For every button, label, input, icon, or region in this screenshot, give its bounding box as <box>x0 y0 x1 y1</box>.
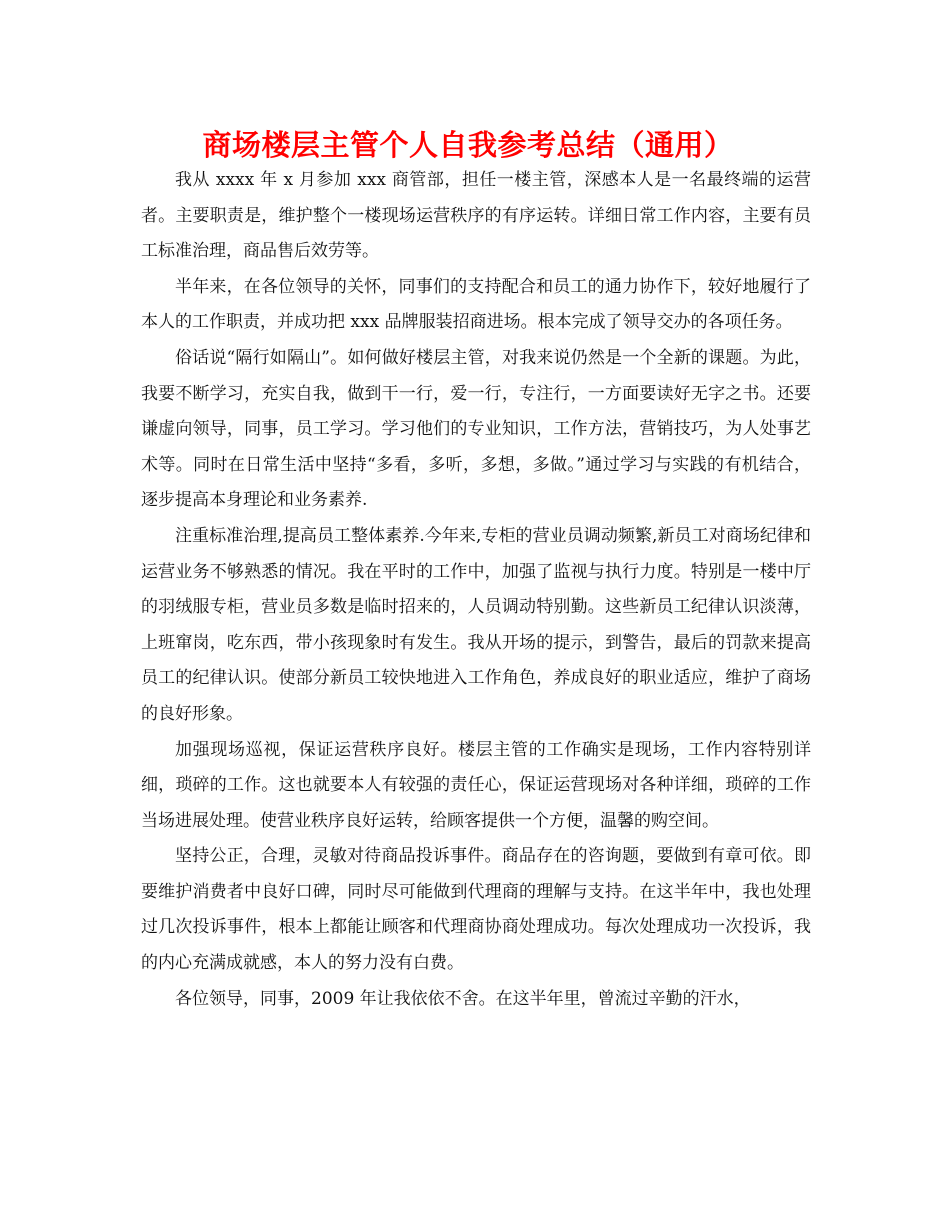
paragraph-half-year: 半年来，在各位领导的关怀，同事们的支持配合和员工的通力协作下，较好地履行了本人的工作职责，并成功把 xxx 品牌服装招商进场。根本完成了领导交办的各项任务。 <box>141 276 811 333</box>
document-title: 商场楼层主管个人自我参考总结（通用） <box>202 128 734 162</box>
paragraph-learning: 俗话说“隔行如隔山”。如何做好楼层主管，对我来说仍然是一个全新的课题。为此，我要不断学习，充实自我，做到干一行，爱一行，专注行，一方面要读好无字之书。还要谦虚向领导，同事，员工学习。学习他们的专业知识，工作方法，营销技巧，为人处事艺术等。同时在日常生活中坚持“多看，多听，多想，多做。”通过学习与实践的有机结合，逐步提高本身理论和业务素养. <box>141 347 811 511</box>
paragraph-closing: 各位领导，同事，2009 年让我依依不舍。在这半年里，曾流过辛勤的汗水， <box>175 988 751 1009</box>
paragraph-staff-management: 注重标准治理,提高员工整体素养.今年来,专柜的营业员调动频繁,新员工对商场纪律和运营业务不够熟悉的情况。我在平时的工作中，加强了监视与执行力度。特别是一楼中厅的羽绒服专柜，营业员多数是临时招来的，人员调动特别勤。这些新员工纪律认识淡薄，上班窜岗，吃东西，带小孩现象时有发生。我从开场的提示，到警告，最后的罚款来提高员工的纪律认识。使部分新员工较快地进入工作角色，养成良好的职业适应，维护了商场的良好形象。 <box>141 525 811 724</box>
paragraph-complaints: 坚持公正，合理，灵敏对待商品投诉事件。商品存在的咨询题，要做到有章可依。即要维护消费者中良好口碑，同时尽可能做到代理商的理解与支持。在这半年中，我也处理过几次投诉事件，根本上都能让顾客和代理商协商处理成功。每次处理成功一次投诉，我的内心充满成就感，本人的努力没有白费。 <box>141 846 811 974</box>
document-body <box>141 163 811 1017</box>
paragraph-intro: 我从 xxxx 年 x 月参加 xxx 商管部，担任一楼主管，深感本人是一名最终端的运营者。主要职责是，维护整个一楼现场运营秩序的有序运转。详细日常工作内容，主要有员工标准治理，商品售后效劳等。 <box>141 170 811 262</box>
paragraph-site-patrol: 加强现场巡视，保证运营秩序良好。楼层主管的工作确实是现场，工作内容特别详细，琐碎的工作。这也就要本人有较强的责任心，保证运营现场对各种详细，琐碎的工作当场进展处理。使营业秩序良好运转，给顾客提供一个方便，温馨的购空间。 <box>141 739 811 831</box>
